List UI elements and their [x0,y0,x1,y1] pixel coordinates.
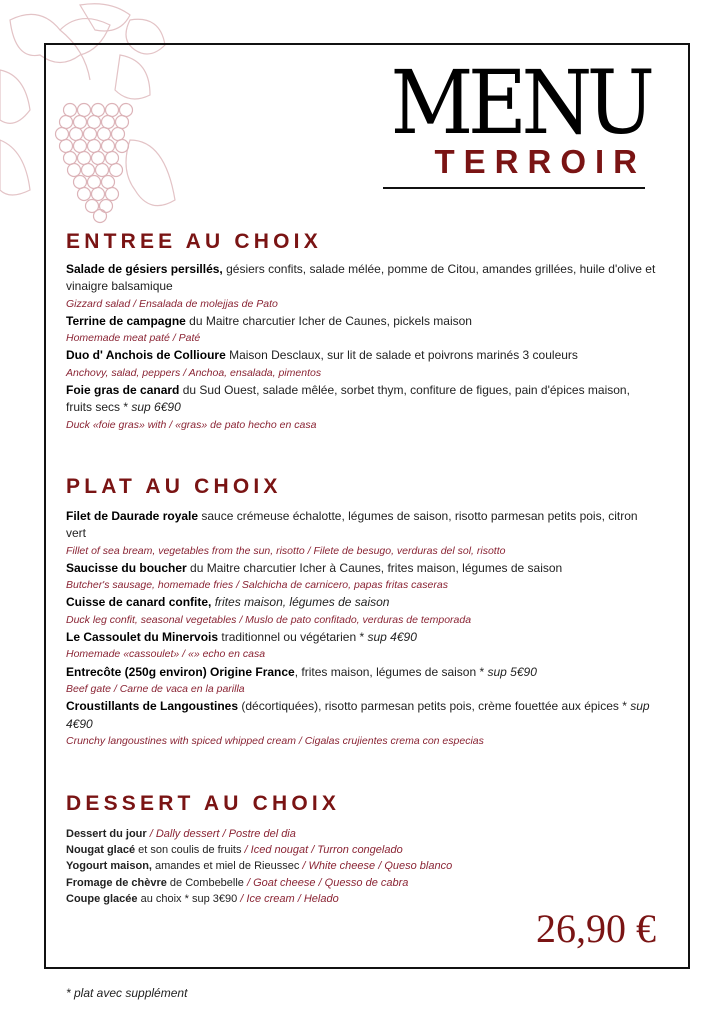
dish-name: Croustillants de Langoustines [66,699,239,714]
dish-description: au choix * [137,892,192,905]
menu-item [66,664,656,699]
supplement: sup 6€90 [131,400,181,415]
menu-item [66,875,452,891]
dish-name: Duo d' Anchois de Collioure [66,348,226,363]
dish-description: du Sud Ouest, salade mêlée, sorbet thym, confiture de figues, pain d'épices maison, fruits secs * [66,383,630,415]
dish-description: (décortiquées), risotto parmesan petits pois, crème fouettée aux épices * [238,699,631,714]
menu-item [66,508,656,560]
menu-item [66,698,656,750]
dish-translation: / Ice cream / Helado [240,892,339,905]
dish-translation: Duck «foie gras» with / «gras» de pato hecho en casa [66,418,317,431]
title-divider [383,187,645,189]
menu-item [66,560,656,595]
entree-heading: ENTREE AU CHOIX [66,230,322,253]
plat-heading: PLAT AU CHOIX [66,475,282,498]
footnote: * plat avec supplément [66,986,188,1000]
dish-name: Yogourt maison, [66,860,152,873]
menu-item [66,858,452,874]
dish-translation: / White cheese / Queso blanco [302,860,453,873]
menu-item [66,594,656,629]
dish-name: Coupe glacée [66,892,138,905]
dish-description: du Maitre charcutier Icher de Caunes, pickels maison [185,313,472,328]
dish-description: gésiers confits, salade mélée, pomme de Citou, amandes grillées, huile d'olive et vinaigre balsamique [66,262,656,294]
dish-translation: / Goat cheese / Quesso de cabra [246,876,409,889]
dish-name: Le Cassoulet du Minervois [66,630,219,645]
menu-item [66,313,656,348]
menu-item [66,629,656,664]
dish-description: traditionnel ou végétarien * [218,630,368,645]
dish-translation: Homemade «cassoulet» / «» echo en casa [66,648,266,661]
dessert-heading: DESSERT AU CHOIX [66,792,341,815]
supplement: sup 4€90 [66,699,650,731]
menu-price: 26,90 € [536,906,656,951]
dish-translation: Homemade meat paté / Paté [66,332,201,345]
dish-translation: Fillet of sea bream, vegetables from the sun, risotto / Filete de besugo, verduras del sol, risotto [66,544,506,557]
supplement: sup 4€90 [367,630,417,645]
entree-list [66,261,656,434]
dish-name: Cuisse de canard confite, [66,595,212,610]
dish-description: sauce crémeuse échalotte, légumes de saison, risotto parmesan petits pois, citron vert [66,509,638,541]
dessert-list [66,826,452,907]
dish-name: Terrine de campagne [66,313,186,328]
supplement: sup 5€90 [487,664,537,679]
menu-subtitle: TERROIR [434,143,646,180]
dish-description: et son coulis de fruits [135,844,245,857]
dish-name: Foie gras de canard [66,383,180,398]
dish-name: Salade de gésiers persillés, [66,262,223,276]
dish-description: , frites maison, légumes de saison * [294,664,488,679]
dish-description: Maison Desclaux, sur lit de salade et poivrons marinés 3 couleurs [225,348,578,363]
dish-translation: Crunchy langoustines with spiced whipped cream / Cigalas crujientes crema con especias [66,734,484,747]
menu-title: MENU [391,51,650,154]
dish-translation: / Iced nougat / Turron congelado [244,844,403,857]
dish-name: Saucisse du boucher [66,560,187,575]
dish-name: Entrecôte (250g environ) Origine France [66,664,295,679]
menu-item [66,261,656,313]
dish-description: amandes et miel de Rieussec [151,860,303,873]
dish-translation: Butcher's sausage, homemade fries / Salchicha de carnicero, papas fritas caseras [66,579,448,592]
dish-name: Fromage de chèvre [66,876,167,889]
menu-item [66,826,452,842]
dish-description: de Combebelle [166,876,247,889]
menu-item [66,842,452,858]
menu-item [66,382,656,434]
dish-translation: Gizzard salad / Ensalada de molejjas de Pato [66,297,278,310]
dish-name: Dessert du jour [66,828,147,840]
dish-translation: Anchovy, salad, peppers / Anchoa, ensalada, pimentos [66,366,322,379]
supplement: sup 3€90 [191,892,241,905]
dish-translation: Duck leg confit, seasonal vegetables / Muslo de pato confitado, verduras de temporada [66,613,472,626]
plat-list [66,508,656,750]
dish-description: du Maitre charcutier Icher à Caunes, frites maison, légumes de saison [186,560,563,575]
supplement: frites maison, légumes de saison [211,595,390,610]
menu-item [66,891,452,907]
dish-name: Nougat glacé [66,844,136,857]
menu-item [66,347,656,382]
dish-name: Filet de Daurade royale [66,509,199,523]
dish-translation: Beef gate / Carne de vaca en la parilla [66,682,245,695]
dish-translation: / Dally dessert / Postre del dia [149,828,296,840]
